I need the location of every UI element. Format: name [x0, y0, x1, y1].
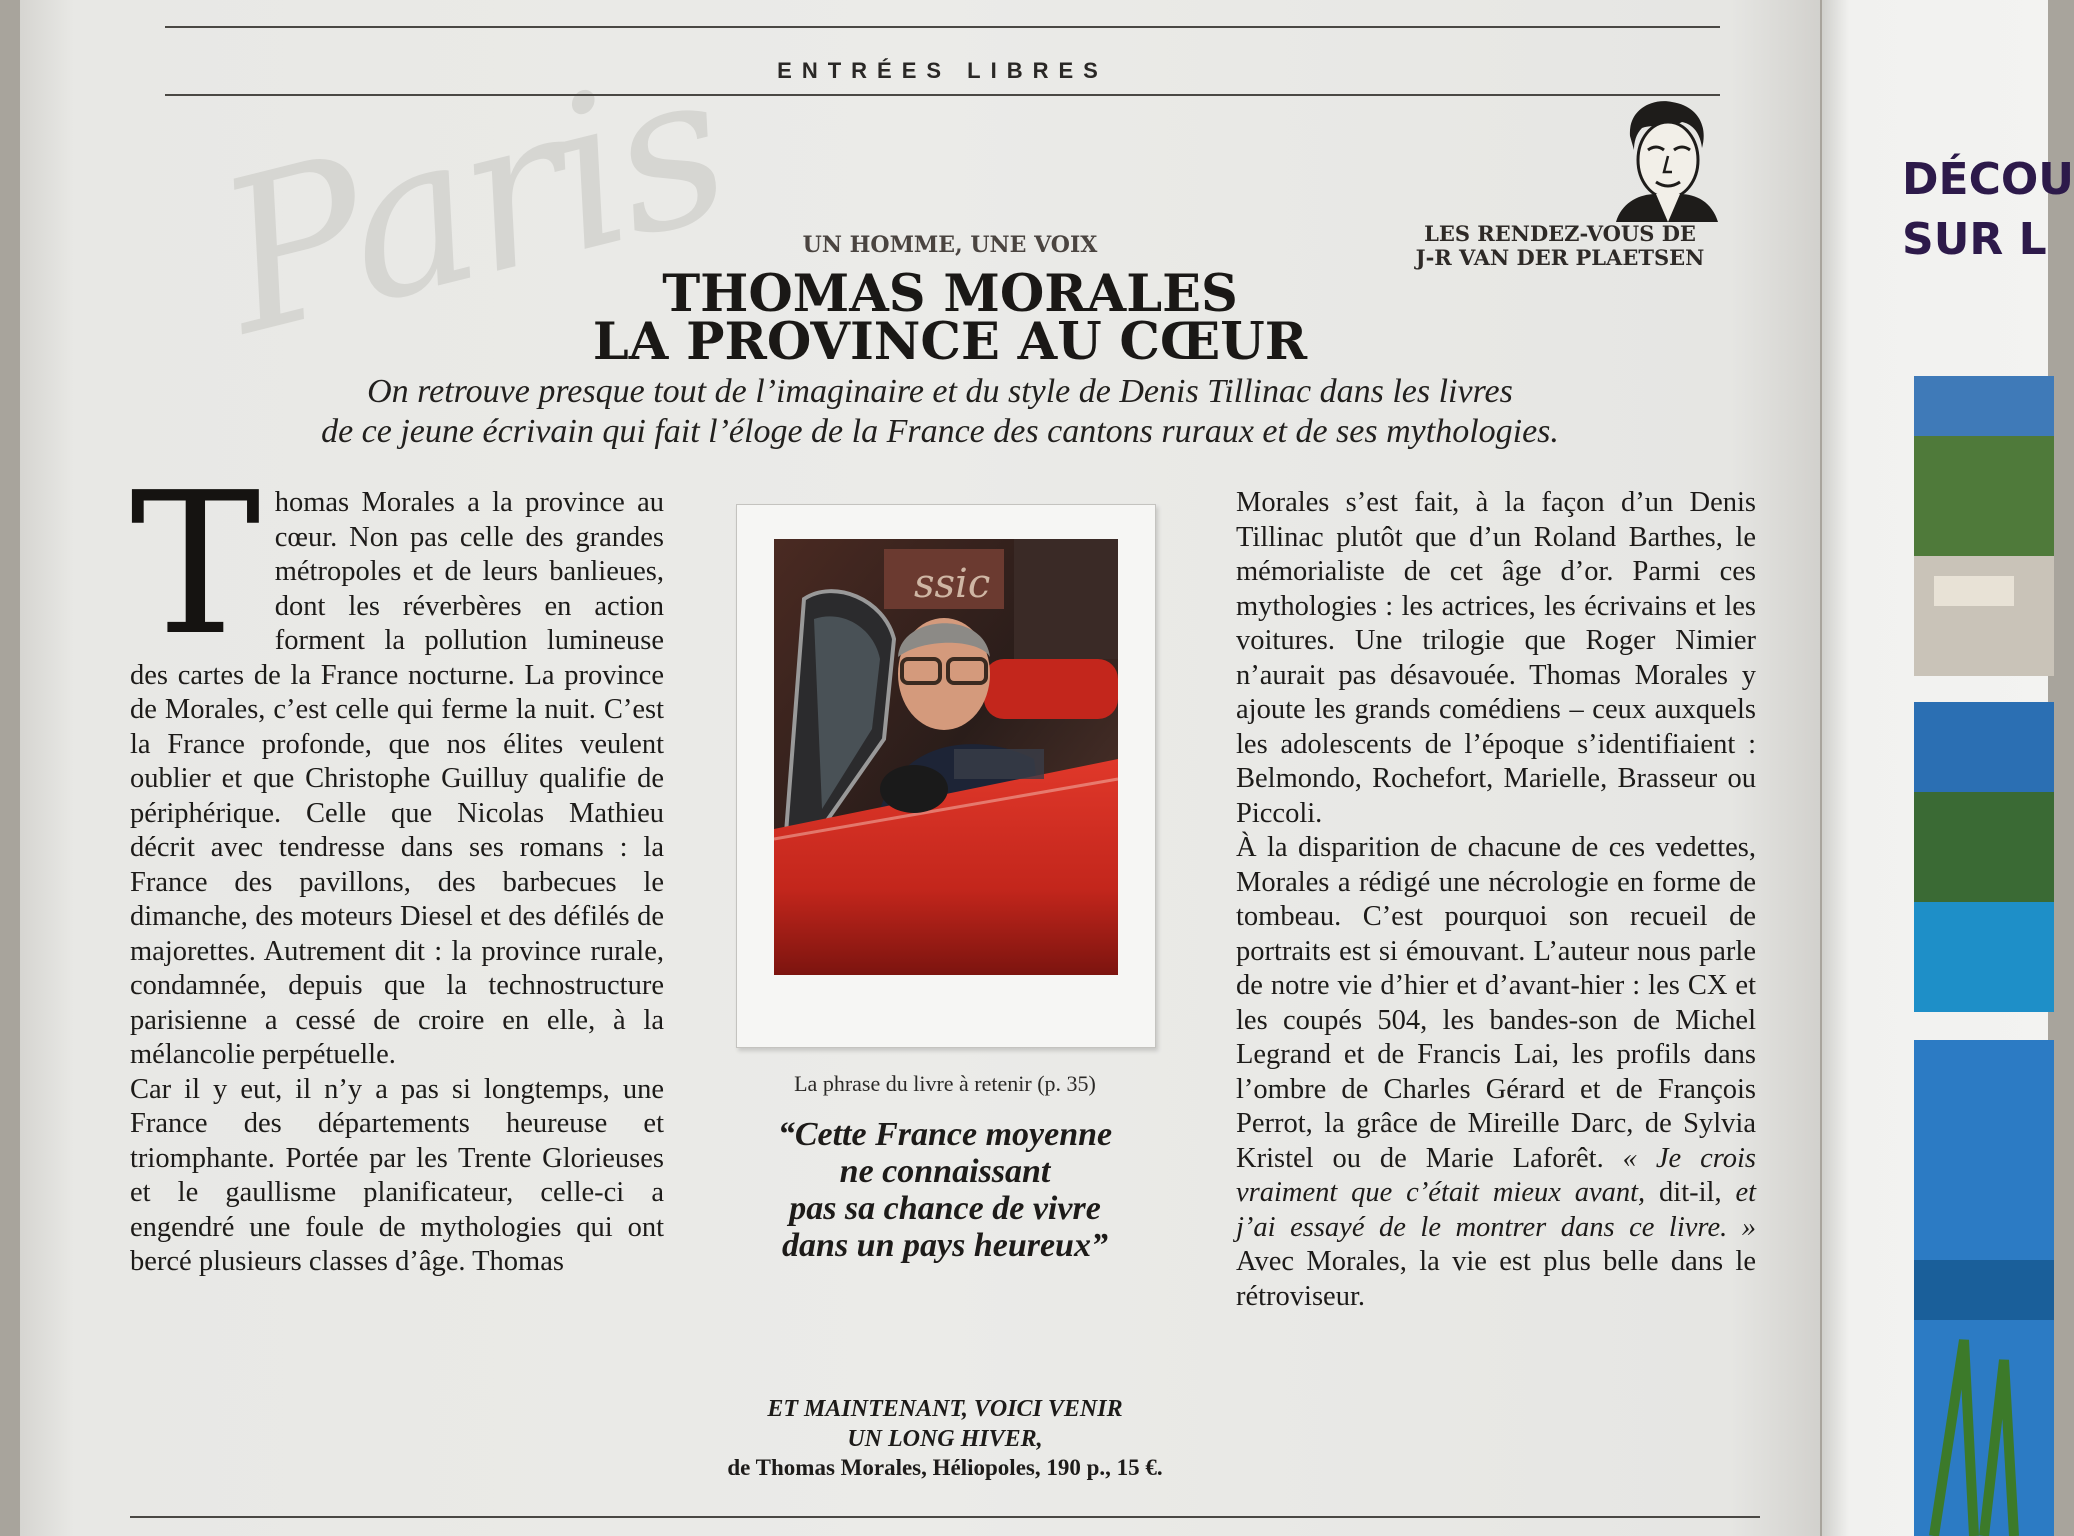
facing-headline-line-1: DÉCOU — [1902, 154, 2074, 205]
section-rubric: ENTRÉES LIBRES — [777, 58, 1108, 83]
facing-page — [1822, 0, 2074, 1536]
bottom-rule — [130, 1516, 1760, 1518]
columnist-line-1: LES RENDEZ-VOUS DE — [1424, 221, 1696, 246]
article-column-left — [130, 451, 664, 1280]
columnist-credit — [1380, 222, 1740, 270]
facing-headline-line-2: SUR L — [1902, 214, 2047, 265]
article-title — [440, 264, 1460, 372]
author-quote-part-2: et j’ai essayé de le montrer dans ce livre. » — [1236, 1177, 1757, 1243]
book-title — [680, 1394, 1210, 1454]
author-quote-part-1: « Je crois vraiment que c’était mieux avant, — [1236, 1142, 1757, 1208]
quote-line-4: dans un pays heureux” — [782, 1227, 1108, 1264]
facing-photo-pool — [1914, 702, 2054, 1012]
quote-attribution: dit-il, — [1659, 1177, 1722, 1208]
top-rule — [165, 26, 1720, 28]
standfirst-line-2: de ce jeune écrivain qui fait l’éloge de la France des cantons ruraux et de ses mythologies. — [321, 413, 1559, 450]
book-title-line-2: UN LONG HIVER, — [847, 1426, 1043, 1452]
paragraph-2: Car il y eut, il n’y a pas si longtemps, une France des départements heureuse et triomphante. Portée par les Trente Glorieuses et le gaullisme planificateur, celle-ci a engendré une foule de mythologies qui ont bercé plusieurs classes d’âge. Thomas — [130, 1073, 664, 1277]
magazine-page — [20, 0, 1820, 1536]
svg-text:ssic: ssic — [914, 561, 991, 607]
paragraph-1-text: homas Morales a la province au cœur. Non pas celle des grandes métropoles et de leurs banlieues, dont les réverbères en action forment la pollution lumineuse des cartes de la France nocturne. La province de Morales, c’est celle qui ferme la nuit. C’est la France profonde, que nos élites veulent oublier et que Christophe Guilluy qualifie de périphérique. Celle que Nicolas Mathieu décrit avec tendresse dans ses romans : la France des pavillons, des barbecues le dimanche, des moteurs Diesel et des défilés de majorettes. Autrement dit : la province rurale, condamnée, depuis que la technostructure parisienne a cessé de croire en elle, à la mélancolie perpétuelle. — [130, 487, 664, 1070]
watermark-script: Paris — [197, 22, 745, 383]
drop-cap: T — [130, 451, 261, 679]
quote-line-3: pas sa chance de vivre — [789, 1190, 1101, 1227]
quote-line-1: “Cette France moyenne — [777, 1116, 1113, 1153]
paragraph-4-text: À la disparition de chacune de ces vedettes, Morales a rédigé une nécrologie en forme de tombeau. C’est pourquoi son recueil de portraits est si émouvant. L’auteur nous parle de notre vie d’hier et d’avant-hier : les CX et les coupés 504, les bandes-son de Michel Legrand et de Francis Lai, les profils dans l’ombre de Charles Gérard et de François Perrot, la grâce de Mireille Darc, de Sylvia Kristel ou de Marie Laforêt. — [1236, 832, 1756, 1174]
title-line-2: LA PROVINCE AU CŒUR — [592, 312, 1308, 372]
facing-photo-sea — [1914, 1040, 2054, 1536]
facing-page-headline — [1902, 150, 2074, 270]
quote-line-2: ne connaissant — [839, 1153, 1051, 1190]
columnist-line-2: J-R VAN DER PLAETSEN — [1415, 245, 1705, 270]
article-column-right — [1236, 486, 1756, 1314]
rubric-rule — [165, 94, 1720, 96]
columnist-portrait-illustration — [1612, 98, 1722, 222]
photo-caption: La phrase du livre à retenir (p. 35) — [794, 1071, 1096, 1096]
paragraph-3: Morales s’est fait, à la façon d’un Denis Tillinac plutôt que d’un Roland Barthes, le mémorialiste de cet âge d’or. Parmi ces mythologies : les actrices, les écrivains et les voitures. Une trilogie que Roger Nimier n’aurait pas désavouée. Thomas Morales y ajoute les grands comédiens – ceux auxquels les adolescents de l’époque s’identifiaient : Belmondo, Rochefort, Marielle, Brasseur ou Piccoli. — [1236, 487, 1756, 829]
facing-photo-terrace — [1914, 376, 2054, 676]
title-line-1: THOMAS MORALES — [662, 264, 1238, 324]
author-photo — [774, 539, 1118, 975]
standfirst-line-1: On retrouve presque tout de l’imaginaire et du style de Denis Tillinac dans les livres — [367, 373, 1513, 410]
paragraph-4 — [1236, 831, 1756, 1314]
book-details: de Thomas Morales, Héliopoles, 190 p., 15 €. — [727, 1455, 1163, 1480]
book-title-line-1: ET MAINTENANT, VOICI VENIR — [767, 1396, 1123, 1422]
article-standfirst — [140, 372, 1740, 452]
article-kicker: UN HOMME, UNE VOIX — [802, 232, 1098, 258]
paragraph-4-end: Avec Morales, la vie est plus belle dans le rétroviseur. — [1236, 1246, 1756, 1312]
author-photo-frame — [736, 504, 1156, 1048]
paragraph-1 — [130, 451, 664, 1073]
pull-quote — [720, 1116, 1170, 1264]
